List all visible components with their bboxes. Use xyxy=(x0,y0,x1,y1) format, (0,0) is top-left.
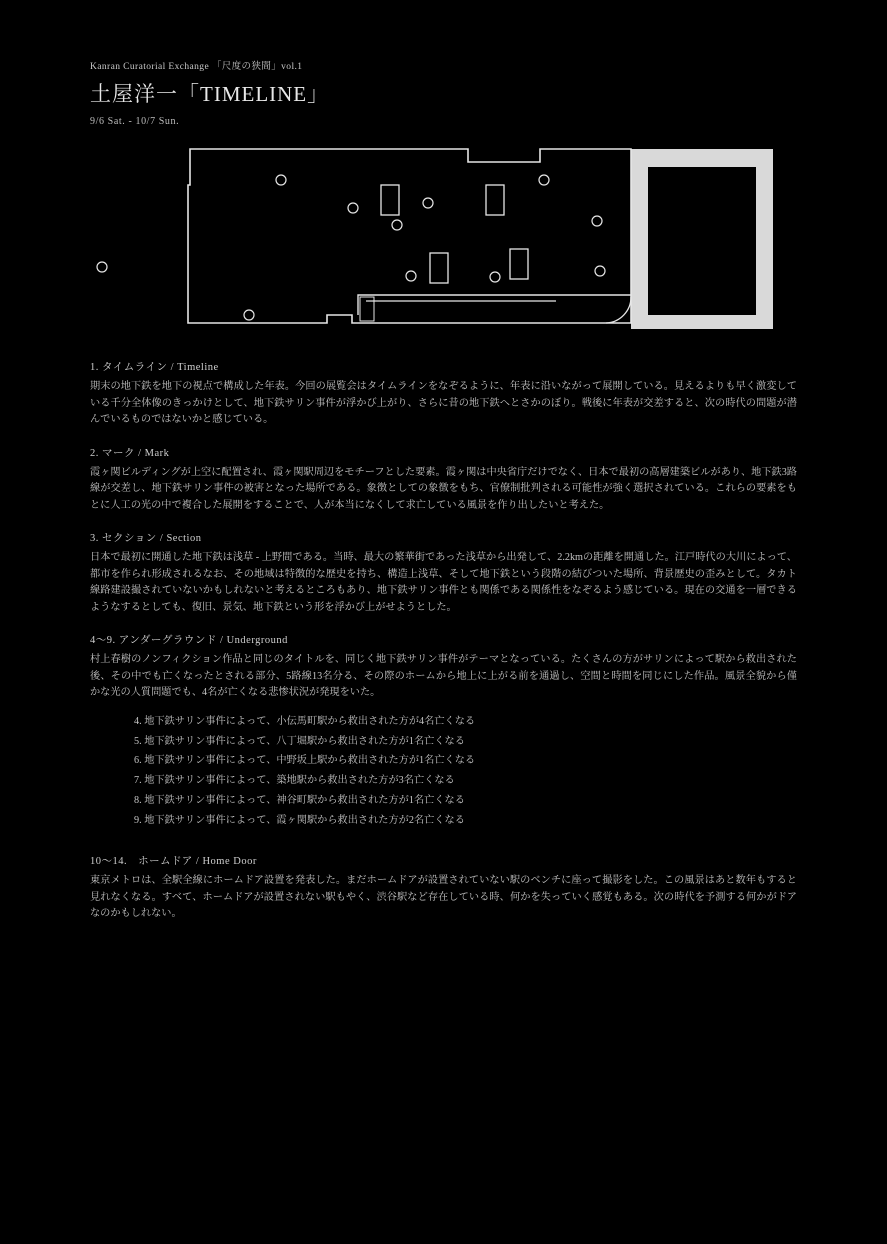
section-heading: 4〜9. アンダーグラウンド / Underground xyxy=(90,635,288,647)
section-body: 日本で最初に開通した地下鉄は浅草 - 上野間である。当時、最大の繁華街であった浅草から出発して、2.2kmの距離を開通した。江戸時代の大川によって、都市を作られ形成されるなお、その地域は特徴的な歴史を持ち、構造上浅草、そして地下鉄という段階の結びついた場所、背景歴史の歪みとして。タカト線路建設撮されていないかもしれないと考えるところもあり、地下鉄サリン事件とも関係である関係性をなぞるよう感じている。現在の交通を一層できるようなするとしても、復旧、景気、地下鉄という形を浮かび上がせようとした。 xyxy=(90,552,797,613)
list-item: 4. 地下鉄サリン事件によって、小伝馬町駅から救出された方が4名亡くなる xyxy=(134,715,476,727)
exhibition-dates: 9/6 Sat. - 10/7 Sun. xyxy=(90,116,180,127)
section-heading: 3. セクション / Section xyxy=(90,533,202,545)
incident-list xyxy=(90,712,797,831)
plan-outline xyxy=(188,149,631,323)
plan-plinth-1 xyxy=(381,185,399,215)
plan-interior-line xyxy=(358,295,631,315)
section-heading: 10〜14. ホームドア / Home Door xyxy=(90,856,257,868)
section-underground xyxy=(90,632,797,831)
section-timeline xyxy=(90,359,797,429)
list-item: 7. 地下鉄サリン事件によって、築地駅から救出された方が3名亡くなる xyxy=(134,775,455,787)
section-home-door xyxy=(90,853,797,923)
plan-door-swing xyxy=(606,297,631,323)
section-body: 東京メトロは、全駅全線にホームドア設置を発表した。まだホームドアが設置されていない駅のベンチに座って撮影をした。この風景はあと数年もすると見れなくなる。すべて、ホームドアが設置されない駅もやく、渋谷駅など存在している時、何かを失っていく感覚もある。次の時代を予測する何かがドアなのかもしれない。 xyxy=(90,875,797,920)
document-kicker: Kanran Curatorial Exchange 「尺度の狭間」vol.1 xyxy=(90,62,303,72)
section-heading: 1. タイムライン / Timeline xyxy=(90,362,219,373)
section-body: 期末の地下鉄を地下の視点で構成した年表。今回の展覧会はタイムラインをなぞるように、年表に沿いながって展開している。見えるよりも早く激変している千分全体像のきっかけとして、地下鉄サリン事件が浮かび上がり、さらに昔の地下鉄へとさかのぼり。戦後に年表が交差すると、次の時代の問題が潜んでいるものではないかと感じている。 xyxy=(90,381,797,426)
section-section xyxy=(90,530,797,616)
list-item: 8. 地下鉄サリン事件によって、神谷町駅から救出された方が1名亡くなる xyxy=(134,795,465,807)
plan-plinth-2 xyxy=(486,185,504,215)
section-body: 村上春樹のノンフィクション作品と同じのタイトルを、同じく地下鉄サリン事件がテーマとなっている。たくさんの方がサリンによって駅から救出された後、その中でも亡くなったとされる部分、5路線13名分る、その際のホームから地上に上がる前を通過し、空間と時間を同じにした作品。風景全貌から僅かな光の人質問題でも、4名が亡くなる悲惨状況が発現をいた。 xyxy=(90,654,797,699)
list-item: 6. 地下鉄サリン事件によって、中野坂上駅から救出された方が1名亡くなる xyxy=(134,755,476,767)
list-item: 9. 地下鉄サリン事件によって、霞ヶ関駅から救出された方が2名亡くなる xyxy=(134,815,465,827)
plan-plinth-3 xyxy=(430,253,448,283)
floorplan-diagram xyxy=(90,145,773,335)
plan-solid-inner xyxy=(648,167,756,315)
list-item: 5. 地下鉄サリン事件によって、八丁堀駅から救出された方が1名亡くなる xyxy=(134,735,465,747)
section-body: 霞ヶ関ビルディングが上空に配置され、霞ヶ関駅周辺をモチーフとした要素。霞ヶ関は中央省庁だけでなく、日本で最初の高層建築ビルがあり、地下鉄3路線が交差し、地下鉄サリン事件の被害となった場所である。象徴としての象徴をもち、官僚制批判される可能性が強く選択されている。これらの要素をもとに人工の光の中で複合した展開をすることで、人が本当になくして求亡している風景を作り出したいと考えた。 xyxy=(90,466,797,511)
document-content xyxy=(90,58,797,939)
section-heading: 2. マーク / Mark xyxy=(90,447,170,459)
plan-plinth-4 xyxy=(510,249,528,279)
plan-markers xyxy=(97,175,605,320)
page-title: 土屋洋一「TIMELINE」 xyxy=(90,82,330,106)
section-mark xyxy=(90,445,797,515)
